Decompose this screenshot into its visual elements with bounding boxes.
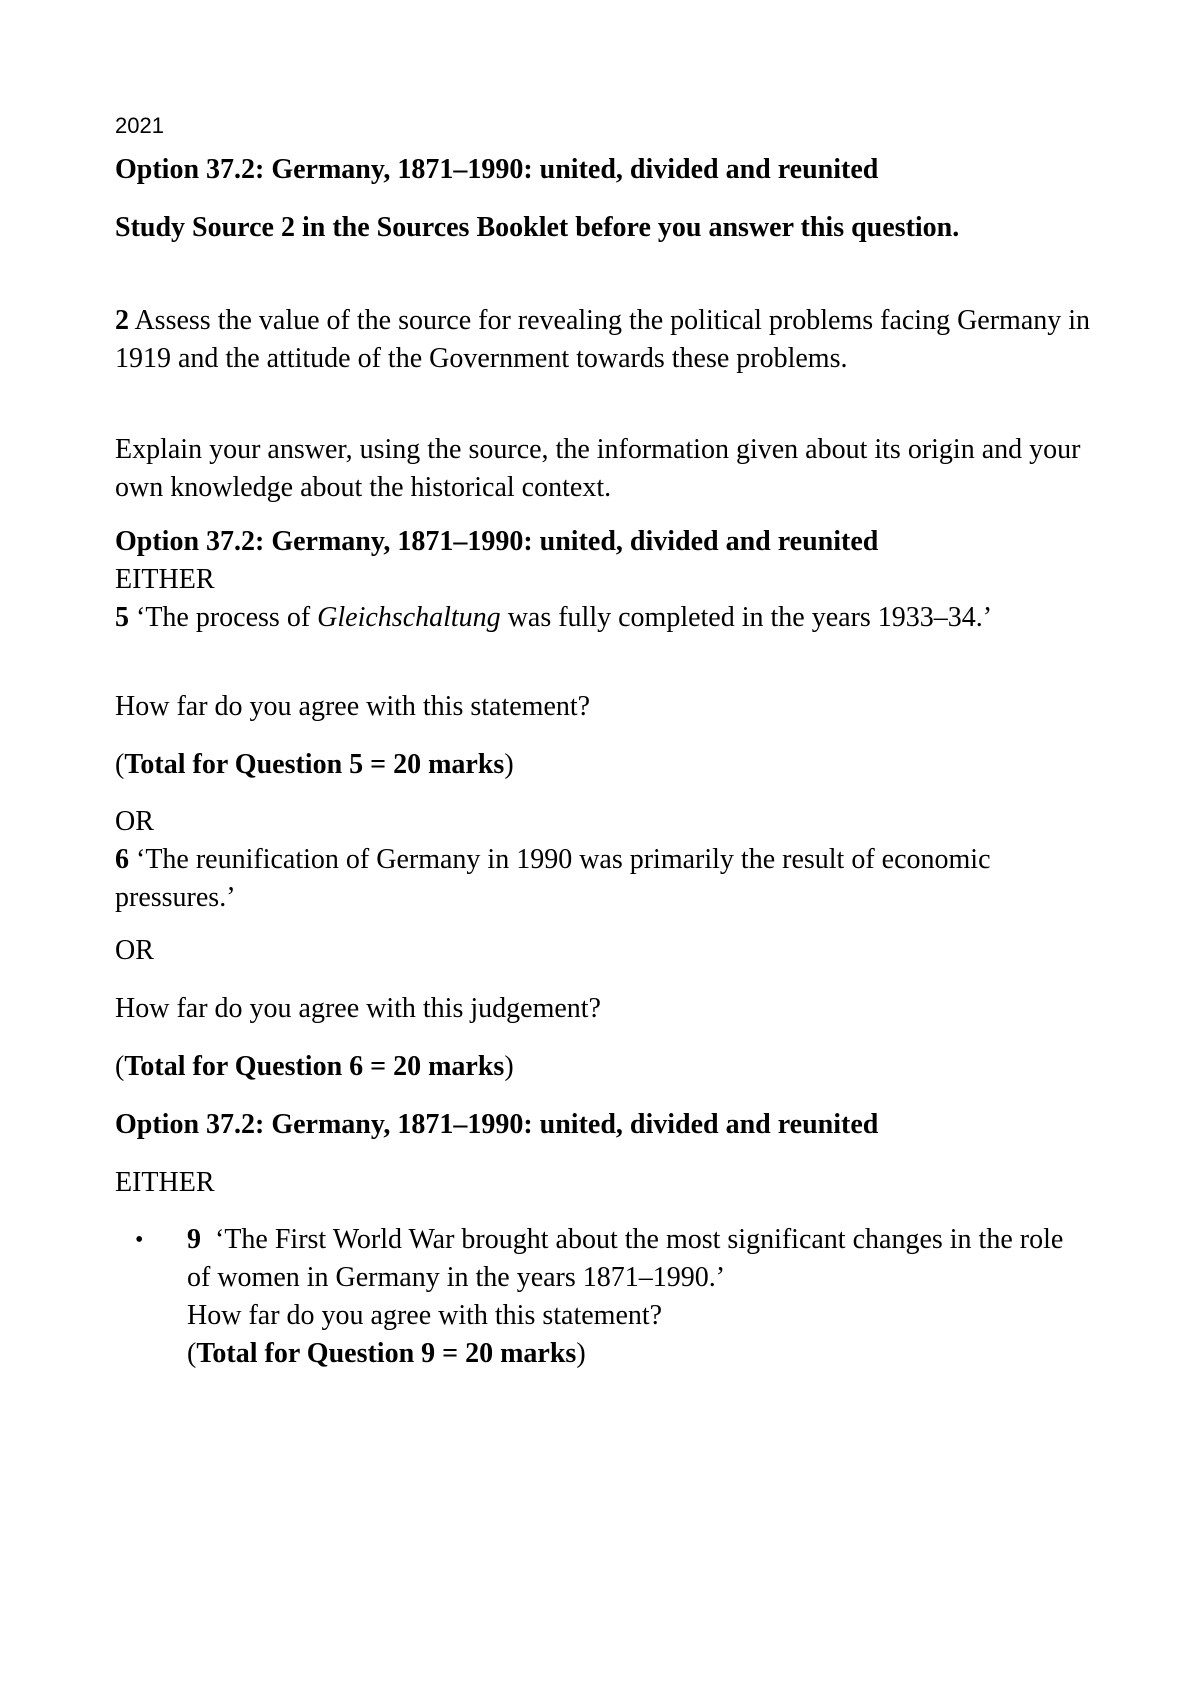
question-5-text-before: ‘The process of [129, 602, 318, 633]
question-9-total-open: ( [187, 1338, 197, 1369]
question-6-prompt-text: How far do you agree with this judgement? [115, 993, 601, 1024]
question-6-total-close: ) [504, 1051, 514, 1082]
or-label-2: OR [115, 935, 154, 966]
question-2-explain [115, 431, 1095, 507]
or-block-1 [115, 803, 1095, 917]
question-5-italic-term: Gleichschaltung [317, 602, 501, 633]
question-9-prompt: How far do you agree with this statement? [187, 1300, 663, 1331]
question-5-number: 5 [115, 602, 129, 633]
question-5-text-after: was fully completed in the years 1933–34.’ [500, 602, 993, 633]
question-9-text: ‘The First World War brought about the most significant changes in the role of women in Germany in the years 1871–1990.’ [187, 1224, 1071, 1293]
question-6-prompt [115, 990, 1095, 1028]
either-label-1: EITHER [115, 564, 215, 595]
question-2-text: Assess the value of the source for revealing the political problems facing Germany in 1919 and the attitude of the Government towards these problems. [115, 305, 1091, 374]
question-6-total [115, 1048, 1095, 1086]
either-block-2 [115, 1164, 1095, 1202]
question-6-total-text: Total for Question 6 = 20 marks [124, 1051, 505, 1082]
question-9-total-close: ) [576, 1338, 586, 1369]
question-9-number: 9 [187, 1224, 201, 1255]
bullet-icon: • [135, 1227, 144, 1253]
question-6-total-open: ( [115, 1051, 125, 1082]
year-label: 2021 [115, 113, 164, 138]
question-2-explain-text: Explain your answer, using the source, the information given about its origin and your own knowledge about the historical context. [115, 434, 1081, 503]
question-5-total-close: ) [504, 749, 514, 780]
option-title-1 [115, 151, 1095, 189]
option-title-1-text: Option 37.2: Germany, 1871–1990: united, divided and reunited [115, 154, 879, 185]
question-6-number: 6 [115, 844, 129, 875]
either-label-2: EITHER [115, 1167, 215, 1198]
option-title-3-text: Option 37.2: Germany, 1871–1990: united, divided and reunited [115, 1109, 879, 1140]
option-title-2 [115, 523, 1095, 637]
or-block-2 [115, 932, 1095, 970]
question-5-total-open: ( [115, 749, 125, 780]
question-9-body [187, 1221, 1087, 1373]
question-6-text: ‘The reunification of Germany in 1990 was primarily the result of economic pressures.’ [115, 844, 991, 913]
question-9-total-text: Total for Question 9 = 20 marks [196, 1338, 577, 1369]
option-title-2-text: Option 37.2: Germany, 1871–1990: united, divided and reunited [115, 526, 879, 557]
question-5-prompt-text: How far do you agree with this statement? [115, 691, 591, 722]
study-instruction [115, 209, 1095, 247]
question-5-total [115, 746, 1095, 784]
or-label-1: OR [115, 806, 154, 837]
question-2-number: 2 [115, 305, 129, 336]
study-instruction-text: Study Source 2 in the Sources Booklet before you answer this question. [115, 212, 960, 243]
question-5-total-text: Total for Question 5 = 20 marks [124, 749, 505, 780]
question-2 [115, 302, 1095, 378]
option-title-3 [115, 1106, 1095, 1144]
question-5-prompt [115, 688, 1095, 726]
